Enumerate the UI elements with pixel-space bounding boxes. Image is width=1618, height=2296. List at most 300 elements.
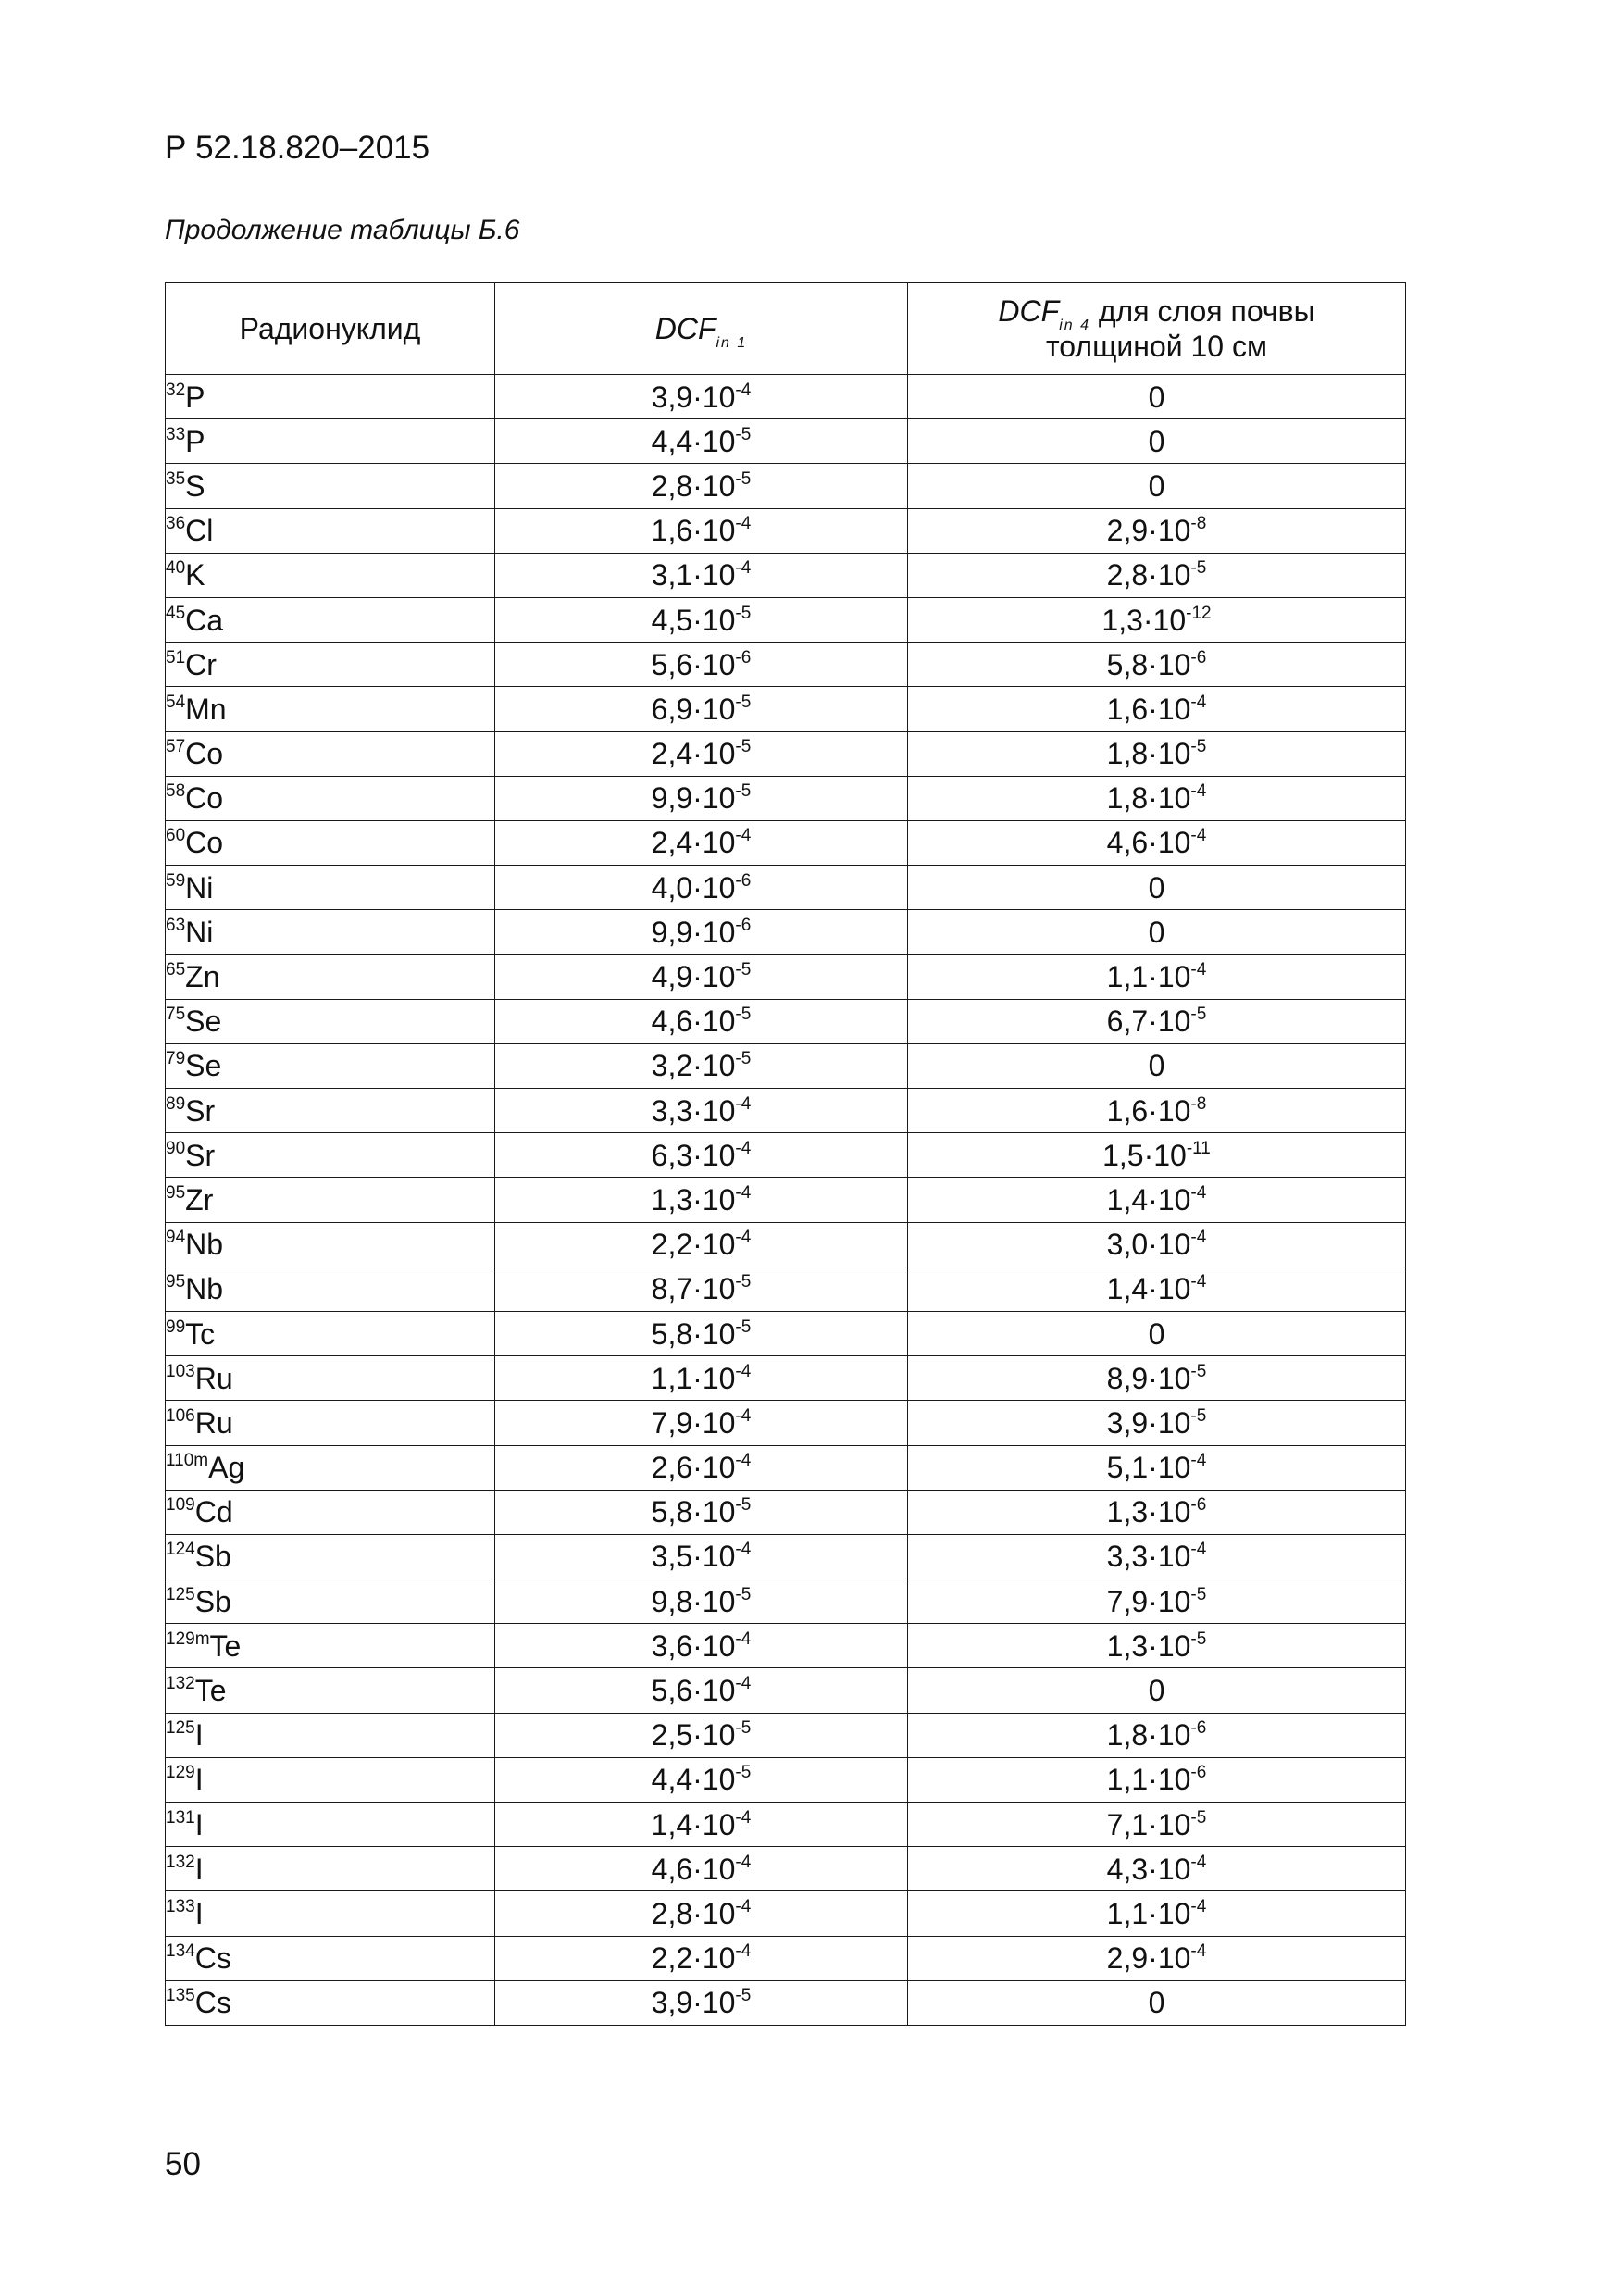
value-exponent: -4 [735, 1628, 752, 1649]
mass-number: 99 [166, 1316, 186, 1337]
dcf-in1-cell [495, 1803, 908, 1847]
value-mantissa: 1,1·10 [1106, 1896, 1191, 1930]
value-mantissa: 1,4·10 [1106, 1272, 1191, 1306]
dcf-in4-cell [908, 1490, 1406, 1534]
value-exponent: -6 [735, 870, 752, 891]
nuclide-cell [166, 1980, 495, 2025]
value-mantissa: 0 [1148, 1316, 1165, 1351]
dcf-in1-cell [495, 1668, 908, 1713]
table-caption: Продолжение таблицы Б.6 [165, 215, 520, 245]
value-exponent: -4 [735, 826, 752, 846]
dcf-in4-cell [908, 597, 1406, 642]
dcf-in4-cell [908, 1936, 1406, 1980]
mass-number: 59 [166, 870, 186, 891]
value-exponent: -8 [1190, 1093, 1207, 1114]
table-row [166, 508, 1406, 553]
mass-number: 125 [166, 1718, 195, 1739]
table-header-row [166, 283, 1406, 375]
dcf-in1-cell [495, 1401, 908, 1445]
value-mantissa: 4,4·10 [651, 424, 736, 458]
table-row [166, 1713, 1406, 1757]
dcf-in1-cell [495, 1891, 908, 1936]
value-mantissa: 9,8·10 [651, 1584, 736, 1618]
header-dcf-in1-main: DCF [654, 312, 716, 345]
element-symbol: Zn [185, 960, 220, 994]
value-mantissa: 3,0·10 [1106, 1228, 1191, 1262]
element-symbol: Ag [208, 1451, 245, 1485]
value-exponent: -4 [1190, 1228, 1207, 1248]
dcf-in1-cell [495, 1579, 908, 1624]
nuclide-cell [166, 1267, 495, 1311]
table-row [166, 999, 1406, 1043]
value-exponent: -6 [1190, 1718, 1207, 1739]
nuclide-cell [166, 1490, 495, 1534]
dcf-in1-cell [495, 820, 908, 865]
table-row [166, 1311, 1406, 1355]
dcf-in4-cell [908, 1043, 1406, 1088]
value-mantissa: 3,9·10 [651, 1986, 736, 2020]
value-exponent: -4 [735, 1138, 752, 1158]
header-dcf-in4-main: DCF [998, 294, 1060, 328]
nuclide-cell [166, 1891, 495, 1936]
nuclide-cell [166, 1624, 495, 1668]
header-dcf-in4-rest: для слоя почвы [1089, 294, 1315, 328]
element-symbol: Ni [185, 870, 214, 905]
value-exponent: -6 [735, 915, 752, 935]
nuclide-cell [166, 1089, 495, 1133]
dcf-in4-cell [908, 820, 1406, 865]
value-exponent: -4 [735, 1451, 752, 1471]
value-mantissa: 1,8·10 [1106, 1718, 1191, 1753]
table-row [166, 643, 1406, 687]
value-exponent: -5 [735, 468, 752, 489]
dcf-in1-cell [495, 643, 908, 687]
nuclide-cell [166, 1133, 495, 1178]
value-mantissa: 4,6·10 [651, 1004, 736, 1039]
mass-number: 106 [166, 1405, 195, 1426]
dcf-in4-cell [908, 866, 1406, 910]
nuclide-cell [166, 1757, 495, 1802]
value-exponent: -4 [735, 1182, 752, 1203]
dcf-in1-cell [495, 910, 908, 955]
value-exponent: -6 [735, 647, 752, 668]
dcf-in1-cell [495, 419, 908, 464]
dcf-in4-cell [908, 1668, 1406, 1713]
table-row [166, 1534, 1406, 1578]
element-symbol: P [185, 380, 205, 414]
dcf-in1-cell [495, 1534, 908, 1578]
mass-number: 133 [166, 1896, 195, 1916]
element-symbol: I [194, 1763, 204, 1797]
value-mantissa: 1,6·10 [1106, 1093, 1191, 1128]
table-row [166, 1579, 1406, 1624]
value-mantissa: 4,3·10 [1106, 1852, 1191, 1886]
dcf-in1-cell [495, 1624, 908, 1668]
element-symbol: Cl [185, 514, 214, 548]
mass-number: 135 [166, 1986, 195, 2006]
element-symbol: Cr [185, 647, 217, 681]
dcf-in4-cell [908, 1311, 1406, 1355]
nuclide-cell [166, 1847, 495, 1891]
element-symbol: Cs [194, 1941, 231, 1976]
value-exponent: -4 [1190, 692, 1207, 712]
dcf-in4-cell [908, 999, 1406, 1043]
value-exponent: -5 [735, 603, 752, 623]
element-symbol: Co [185, 737, 224, 771]
value-mantissa: 9,9·10 [651, 915, 736, 949]
value-mantissa: 4,4·10 [651, 1763, 736, 1797]
dcf-in1-cell [495, 553, 908, 597]
nuclide-cell [166, 419, 495, 464]
nuclide-cell [166, 687, 495, 731]
nuclide-cell [166, 1534, 495, 1578]
value-mantissa: 1,6·10 [1106, 692, 1191, 726]
dcf-in4-cell [908, 1267, 1406, 1311]
value-exponent: -4 [735, 1540, 752, 1560]
element-symbol: Ru [194, 1405, 233, 1440]
value-mantissa: 1,1·10 [651, 1361, 736, 1395]
mass-number: 35 [166, 468, 186, 489]
value-mantissa: 2,8·10 [1106, 558, 1191, 593]
table-row [166, 597, 1406, 642]
element-symbol: Ni [185, 915, 214, 949]
value-exponent: -4 [735, 1361, 752, 1381]
mass-number: 60 [166, 826, 186, 846]
mass-number: 95 [166, 1182, 186, 1203]
table-row [166, 866, 1406, 910]
mass-number: 134 [166, 1941, 195, 1962]
element-symbol: Co [185, 826, 224, 860]
value-exponent: -4 [735, 1896, 752, 1916]
dcf-in4-cell [908, 643, 1406, 687]
value-mantissa: 3,5·10 [651, 1540, 736, 1574]
value-exponent: -5 [1190, 1004, 1207, 1025]
mass-number: 75 [166, 1004, 186, 1025]
value-exponent: -4 [735, 1852, 752, 1872]
table-row [166, 464, 1406, 508]
dcf-in4-cell [908, 508, 1406, 553]
value-exponent: -4 [735, 380, 752, 400]
value-mantissa: 5,8·10 [651, 1316, 736, 1351]
nuclide-cell [166, 955, 495, 999]
value-mantissa: 1,3·10 [1106, 1628, 1191, 1663]
value-exponent: -6 [1190, 647, 1207, 668]
value-mantissa: 0 [1148, 468, 1165, 503]
header-nuclide: Радионуклид [166, 283, 495, 375]
element-symbol: P [185, 424, 205, 458]
table-row [166, 1178, 1406, 1222]
value-exponent: -5 [1190, 558, 1207, 579]
value-mantissa: 6,9·10 [651, 692, 736, 726]
mass-number: 132 [166, 1674, 195, 1694]
dcf-in1-cell [495, 1847, 908, 1891]
dcf-in1-cell [495, 1713, 908, 1757]
value-mantissa: 1,6·10 [651, 514, 736, 548]
nuclide-cell [166, 1713, 495, 1757]
dcf-in1-cell [495, 731, 908, 776]
page-number: 50 [165, 2146, 201, 2182]
dcf-in1-cell [495, 1980, 908, 2025]
header-dcf-in4-sub: in 4 [1059, 318, 1090, 333]
mass-number: 110m [166, 1451, 209, 1471]
value-exponent: -11 [1186, 1138, 1211, 1158]
nuclide-cell [166, 866, 495, 910]
table-row [166, 1668, 1406, 1713]
value-exponent: -5 [1190, 1405, 1207, 1426]
element-symbol: I [194, 1718, 204, 1753]
value-exponent: -4 [735, 1228, 752, 1248]
value-mantissa: 8,7·10 [651, 1272, 736, 1306]
mass-number: 54 [166, 692, 186, 712]
element-symbol: Zr [185, 1182, 214, 1217]
dcf-in1-cell [495, 1089, 908, 1133]
table-row [166, 1803, 1406, 1847]
table-row [166, 1043, 1406, 1088]
value-mantissa: 3,9·10 [1106, 1405, 1191, 1440]
mass-number: 131 [166, 1807, 195, 1828]
dcf-in4-cell [908, 1222, 1406, 1267]
value-mantissa: 2,6·10 [651, 1451, 736, 1485]
value-mantissa: 9,9·10 [651, 781, 736, 816]
value-mantissa: 1,4·10 [1106, 1182, 1191, 1217]
element-symbol: Sb [194, 1540, 231, 1574]
value-mantissa: 2,8·10 [651, 468, 736, 503]
value-exponent: -5 [1190, 737, 1207, 757]
dcf-in4-cell [908, 1401, 1406, 1445]
value-exponent: -4 [735, 1807, 752, 1828]
value-mantissa: 7,1·10 [1106, 1807, 1191, 1841]
mass-number: 129m [166, 1628, 210, 1649]
dcf-in1-cell [495, 1222, 908, 1267]
value-mantissa: 4,6·10 [1106, 826, 1191, 860]
element-symbol: Te [194, 1674, 227, 1708]
value-mantissa: 2,4·10 [651, 826, 736, 860]
value-mantissa: 2,5·10 [651, 1718, 736, 1753]
value-mantissa: 0 [1148, 870, 1165, 905]
table-row [166, 1847, 1406, 1891]
table-row [166, 1980, 1406, 2025]
value-exponent: -5 [735, 1316, 752, 1337]
mass-number: 103 [166, 1361, 195, 1381]
dcf-in4-cell [908, 1089, 1406, 1133]
table-row [166, 1401, 1406, 1445]
value-mantissa: 1,3·10 [651, 1182, 736, 1217]
nuclide-cell [166, 1936, 495, 1980]
value-mantissa: 6,7·10 [1106, 1004, 1191, 1039]
value-mantissa: 0 [1148, 1049, 1165, 1083]
nuclide-cell [166, 1222, 495, 1267]
mass-number: 36 [166, 514, 186, 534]
dcf-in4-cell [908, 464, 1406, 508]
table-row [166, 419, 1406, 464]
nuclide-cell [166, 731, 495, 776]
header-dcf-in1-sub: in 1 [716, 335, 748, 351]
table-row [166, 1089, 1406, 1133]
value-exponent: -5 [735, 1718, 752, 1739]
value-mantissa: 3,9·10 [651, 380, 736, 414]
value-exponent: -4 [735, 1941, 752, 1962]
dcf-in4-cell [908, 1133, 1406, 1178]
mass-number: 124 [166, 1540, 195, 1560]
value-mantissa: 2,4·10 [651, 737, 736, 771]
mass-number: 129 [166, 1763, 195, 1783]
value-exponent: -5 [735, 1986, 752, 2006]
value-exponent: -4 [1190, 1852, 1207, 1872]
dcf-in1-cell [495, 1445, 908, 1490]
value-exponent: -4 [1190, 1540, 1207, 1560]
element-symbol: Ca [185, 603, 224, 637]
value-mantissa: 0 [1148, 915, 1165, 949]
table-row [166, 1936, 1406, 1980]
value-mantissa: 1,3·10 [1101, 603, 1187, 637]
mass-number: 40 [166, 558, 186, 579]
nuclide-cell [166, 464, 495, 508]
value-exponent: -5 [1190, 1361, 1207, 1381]
dcf-in4-cell [908, 1757, 1406, 1802]
value-mantissa: 2,8·10 [651, 1896, 736, 1930]
value-exponent: -4 [735, 1405, 752, 1426]
nuclide-cell [166, 1356, 495, 1401]
table-row [166, 1445, 1406, 1490]
mass-number: 95 [166, 1272, 186, 1292]
dcf-in4-cell [908, 1803, 1406, 1847]
value-mantissa: 5,8·10 [651, 1495, 736, 1529]
mass-number: 89 [166, 1093, 186, 1114]
dcf-in1-cell [495, 1043, 908, 1088]
dcf-in4-cell [908, 731, 1406, 776]
dcf-in1-cell [495, 1267, 908, 1311]
mass-number: 109 [166, 1495, 195, 1516]
value-exponent: -5 [735, 1049, 752, 1069]
value-mantissa: 4,5·10 [651, 603, 736, 637]
value-mantissa: 3,1·10 [651, 558, 736, 593]
value-exponent: -5 [735, 781, 752, 802]
value-exponent: -5 [1190, 1628, 1207, 1649]
mass-number: 90 [166, 1138, 186, 1158]
value-mantissa: 2,9·10 [1106, 514, 1191, 548]
dcf-in1-cell [495, 1133, 908, 1178]
table-row [166, 553, 1406, 597]
element-symbol: Sr [185, 1093, 216, 1128]
dcf-in1-cell [495, 1936, 908, 1980]
value-mantissa: 5,6·10 [651, 1674, 736, 1708]
dcf-in4-cell [908, 419, 1406, 464]
dcf-in1-cell [495, 1757, 908, 1802]
dcf-in4-cell [908, 1891, 1406, 1936]
nuclide-cell [166, 776, 495, 820]
value-exponent: -4 [1190, 1272, 1207, 1292]
table-row [166, 375, 1406, 419]
header-dcf-in4 [908, 283, 1406, 375]
dose-coefficient-table [165, 282, 1406, 2026]
value-mantissa: 5,6·10 [651, 647, 736, 681]
value-mantissa: 3,6·10 [651, 1628, 736, 1663]
table-row [166, 776, 1406, 820]
value-mantissa: 2,9·10 [1106, 1941, 1191, 1976]
element-symbol: Se [185, 1049, 222, 1083]
value-exponent: -5 [735, 1763, 752, 1783]
element-symbol: S [185, 468, 205, 503]
value-exponent: -4 [1190, 1451, 1207, 1471]
value-mantissa: 2,2·10 [651, 1941, 736, 1976]
table-row [166, 1356, 1406, 1401]
element-symbol: Nb [185, 1272, 224, 1306]
mass-number: 94 [166, 1228, 186, 1248]
dcf-in1-cell [495, 687, 908, 731]
dcf-in4-cell [908, 910, 1406, 955]
mass-number: 132 [166, 1852, 195, 1872]
nuclide-cell [166, 597, 495, 642]
value-exponent: -4 [1190, 1896, 1207, 1916]
value-mantissa: 1,8·10 [1106, 781, 1191, 816]
value-exponent: -5 [735, 1272, 752, 1292]
element-symbol: Te [209, 1628, 242, 1663]
table-row [166, 1133, 1406, 1178]
value-exponent: -4 [1190, 1941, 1207, 1962]
value-mantissa: 3,3·10 [1106, 1540, 1191, 1574]
value-exponent: -5 [1190, 1584, 1207, 1604]
value-exponent: -6 [1190, 1763, 1207, 1783]
element-symbol: Cd [194, 1495, 233, 1529]
dcf-in4-cell [908, 776, 1406, 820]
dcf-in4-cell [908, 1847, 1406, 1891]
value-mantissa: 1,8·10 [1106, 737, 1191, 771]
dcf-in1-cell [495, 1490, 908, 1534]
dcf-in1-cell [495, 1356, 908, 1401]
table-row [166, 687, 1406, 731]
mass-number: 63 [166, 915, 186, 935]
value-exponent: -5 [735, 692, 752, 712]
dcf-in1-cell [495, 866, 908, 910]
mass-number: 58 [166, 781, 186, 802]
mass-number: 79 [166, 1049, 186, 1069]
value-exponent: -4 [735, 558, 752, 579]
table-body [166, 375, 1406, 2026]
nuclide-cell [166, 1668, 495, 1713]
table-row [166, 1267, 1406, 1311]
table-row [166, 1757, 1406, 1802]
value-exponent: -4 [735, 1093, 752, 1114]
mass-number: 57 [166, 737, 186, 757]
table-row [166, 1490, 1406, 1534]
value-exponent: -8 [1190, 514, 1207, 534]
mass-number: 32 [166, 380, 186, 400]
value-mantissa: 1,1·10 [1106, 1763, 1191, 1797]
value-mantissa: 1,3·10 [1106, 1495, 1191, 1529]
nuclide-cell [166, 910, 495, 955]
dcf-in1-cell [495, 464, 908, 508]
value-exponent: -5 [1190, 1807, 1207, 1828]
value-mantissa: 7,9·10 [651, 1405, 736, 1440]
element-symbol: Tc [185, 1316, 216, 1351]
dcf-in4-cell [908, 1178, 1406, 1222]
document-code: Р 52.18.820–2015 [165, 130, 430, 166]
dcf-in1-cell [495, 1178, 908, 1222]
dcf-in1-cell [495, 1311, 908, 1355]
value-exponent: -12 [1186, 603, 1212, 623]
nuclide-cell [166, 375, 495, 419]
element-symbol: Mn [185, 692, 227, 726]
element-symbol: I [194, 1896, 204, 1930]
value-exponent: -5 [735, 1495, 752, 1516]
element-symbol: Sr [185, 1138, 216, 1172]
dcf-in4-cell [908, 687, 1406, 731]
table-row [166, 1222, 1406, 1267]
table-row [166, 910, 1406, 955]
nuclide-cell [166, 1445, 495, 1490]
nuclide-cell [166, 1311, 495, 1355]
dcf-in4-cell [908, 1579, 1406, 1624]
